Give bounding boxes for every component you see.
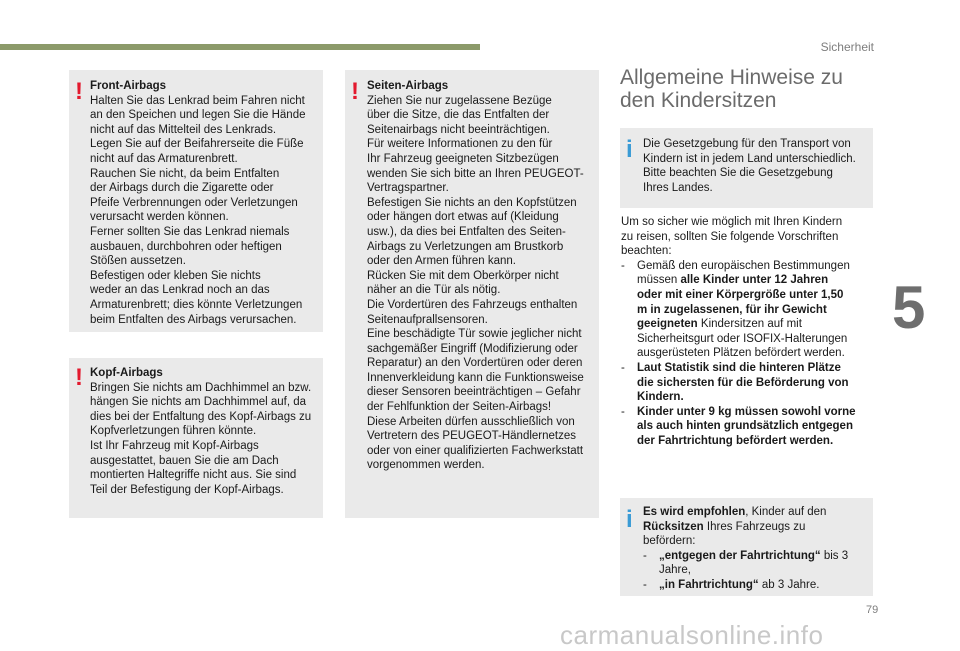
text-line: Seitenaufprallsensoren. (367, 313, 488, 326)
text-line: Rauchen Sie nicht, da beim Entfalten (90, 167, 280, 180)
text-line: der Airbags durch die Zigarette oder (90, 182, 274, 195)
info-icon: i (626, 136, 633, 163)
text-line: Kopfverletzungen führen könnte. (90, 425, 257, 438)
text-line: Vertretern des PEUGEOT-Händlernetzes (367, 430, 577, 443)
text-line: Pfeife Verbrennungen oder Verletzungen (90, 196, 298, 209)
text-line: Ziehen Sie nur zugelassene Bezüge (367, 94, 552, 107)
page-number: 79 (866, 604, 879, 616)
text-line: Innenverkleidung kann die Funktionsweise (367, 371, 584, 384)
front-airbags-title: Front-Airbags (90, 80, 167, 92)
recommendation-text: Es wird empfohlen, Kinder auf den Rücksitzen Ihres Fahrzeugs zu befördern: - „entgegen der Fahrtrichtung“ bis 3 Jahre, - „in Fahrtrichtung“ ab 3 Jahre. (643, 506, 849, 591)
text-line: Reparatur) an den Vordertüren oder deren (367, 357, 583, 370)
front-airbags-text (90, 94, 305, 328)
watermark: carmanualsonline.info (560, 620, 824, 650)
text-line: Befestigen oder kleben Sie nichts (90, 269, 261, 282)
text-line: Diese Arbeiten dürfen ausschließlich von (367, 415, 575, 428)
text-line: Bitte beachten Sie die Gesetzgebung (643, 167, 833, 180)
text-line: Ihres Landes. (643, 181, 713, 194)
warning-icon: ! (75, 78, 83, 105)
text-line: ausbauen, durchbohren oder heftigen (90, 240, 282, 253)
text-line: Rücken Sie mit dem Oberkörper nicht (367, 269, 559, 282)
text-line: usw.), da dies bei Entfalten des Seiten- (367, 225, 566, 238)
text-line: Um so sicher wie möglich mit Ihren Kindern (621, 216, 843, 228)
text-line: Kindern ist in jedem Land unterschiedlich. (643, 152, 856, 165)
rule-item: - Kinder unter 9 kg müssen sowohl vorne als auch hinten grundsätzlich entgegen der Fahrtrichtung befördert werden. (621, 405, 856, 447)
recommendation-info-box (620, 498, 873, 596)
head-airbags-warning-box (69, 358, 323, 518)
text-line: hängen Sie nichts am Dachhimmel auf, da (90, 396, 307, 409)
text-line: wenden Sie sich bitte an Ihren PEUGEOT- (367, 167, 584, 180)
text-line: Legen Sie auf der Beifahrerseite die Füße (90, 138, 304, 151)
side-airbags-warning-box (345, 70, 599, 518)
legislation-info-text (643, 137, 856, 195)
text-line: weder an das Lenkrad noch an das (90, 284, 270, 297)
intro-text (621, 215, 876, 259)
text-line: Ist Ihr Fahrzeug mit Kopf-Airbags (90, 439, 259, 452)
text-line: Die Gesetzgebung für den Transport von (643, 138, 851, 150)
text-line: Die Vordertüren des Fahrzeugs enthalten (367, 298, 578, 311)
text-line: montierten Haltegriffe nicht aus. Sie sind (90, 469, 297, 482)
text-line: Ferner sollten Sie das Lenkrad niemals (90, 225, 290, 238)
text-line: Stößen aussetzen. (90, 255, 186, 268)
header-accent-bar (0, 44, 480, 50)
text-line: beim Entfalten des Airbags verursachen. (90, 313, 297, 326)
text-line: Airbags zu Verletzungen am Brustkorb (367, 240, 564, 253)
head-airbags-text (90, 381, 311, 498)
text-line: nicht auf das Mittelteil des Lenkrads. (90, 123, 277, 136)
rule-item: - Gemäß den europäischen Bestimmungen müssen alle Kinder unter 12 Jahren oder mit einer Körpergröße unter 1,50 m in zugelassenen, für ihr Gewicht geeigneten Kindersitzen auf mit Sicherheitsgurt oder ISOFIX-Halterungen ausgerüsteten Plätzen befördert werden. (621, 259, 850, 360)
text-line: über die Sitze, die das Entfalten der (367, 109, 550, 122)
text-line: beachten: (621, 245, 672, 258)
text-line: verursacht werden können. (90, 211, 229, 224)
text-line: oder den Armen führen kann. (367, 255, 516, 268)
info-icon: i (626, 506, 633, 533)
text-line: sachgemäßer Eingriff (Modifizierung oder (367, 342, 578, 355)
text-line: Befestigen Sie nichts an den Kopfstützen (367, 196, 577, 209)
front-airbags-warning-box (69, 70, 323, 332)
text-line: dieser Sensoren beeinträchtigen – Gefahr (367, 386, 581, 399)
text-line: Für weitere Informationen zu den für (367, 138, 553, 151)
rule-item: - Laut Statistik sind die hinteren Plätze die sichersten für die Beförderung von Kindern. (621, 361, 849, 404)
section-title: Sicherheit (820, 40, 874, 54)
legislation-info-box (620, 128, 873, 208)
side-airbags-title: Seiten-Airbags (367, 80, 449, 92)
head-airbags-title: Kopf-Airbags (90, 367, 163, 379)
text-line: Armaturenbrett; dies könnte Verletzungen (90, 298, 303, 311)
text-line: oder hängen dort etwas auf (Kleidung (367, 211, 559, 224)
text-line: an den Speichen und legen Sie die Hände (90, 109, 306, 122)
warning-icon: ! (351, 78, 359, 105)
text-line: Eine beschädigte Tür sowie jeglicher nicht (367, 328, 582, 341)
text-line: der Fehlfunktion der Seiten-Airbags! (367, 401, 552, 414)
text-line: Vertragspartner. (367, 182, 449, 195)
text-line: Teil der Befestigung der Kopf-Airbags. (90, 483, 284, 496)
chapter-number: 5 (892, 274, 926, 341)
side-airbags-text (367, 94, 584, 473)
page-heading: Allgemeine Hinweise zu den Kindersitzen (620, 66, 843, 112)
text-line: Halten Sie das Lenkrad beim Fahren nicht (90, 94, 305, 107)
text-line: zu reisen, sollten Sie folgende Vorschriften (621, 230, 839, 243)
text-line: dies bei der Entfaltung des Kopf-Airbags zu (90, 410, 312, 423)
text-line: nicht auf das Armaturenbrett. (90, 152, 238, 165)
text-line: Bringen Sie nichts am Dachhimmel an bzw. (90, 381, 312, 394)
text-line: Ihr Fahrzeug geeigneten Sitzbezügen (367, 152, 559, 165)
text-line: Seitenairbags nicht beeinträchtigen. (367, 123, 550, 136)
text-line: oder von einer qualifizierten Fachwerkstatt (367, 444, 584, 457)
text-line: ausgestattet, bauen Sie die am Dach (90, 454, 279, 467)
warning-icon: ! (75, 364, 83, 391)
text-line: vorgenommen werden. (367, 459, 485, 472)
text-line: näher an die Tür als nötig. (367, 284, 501, 297)
child-safety-rules (621, 215, 876, 449)
